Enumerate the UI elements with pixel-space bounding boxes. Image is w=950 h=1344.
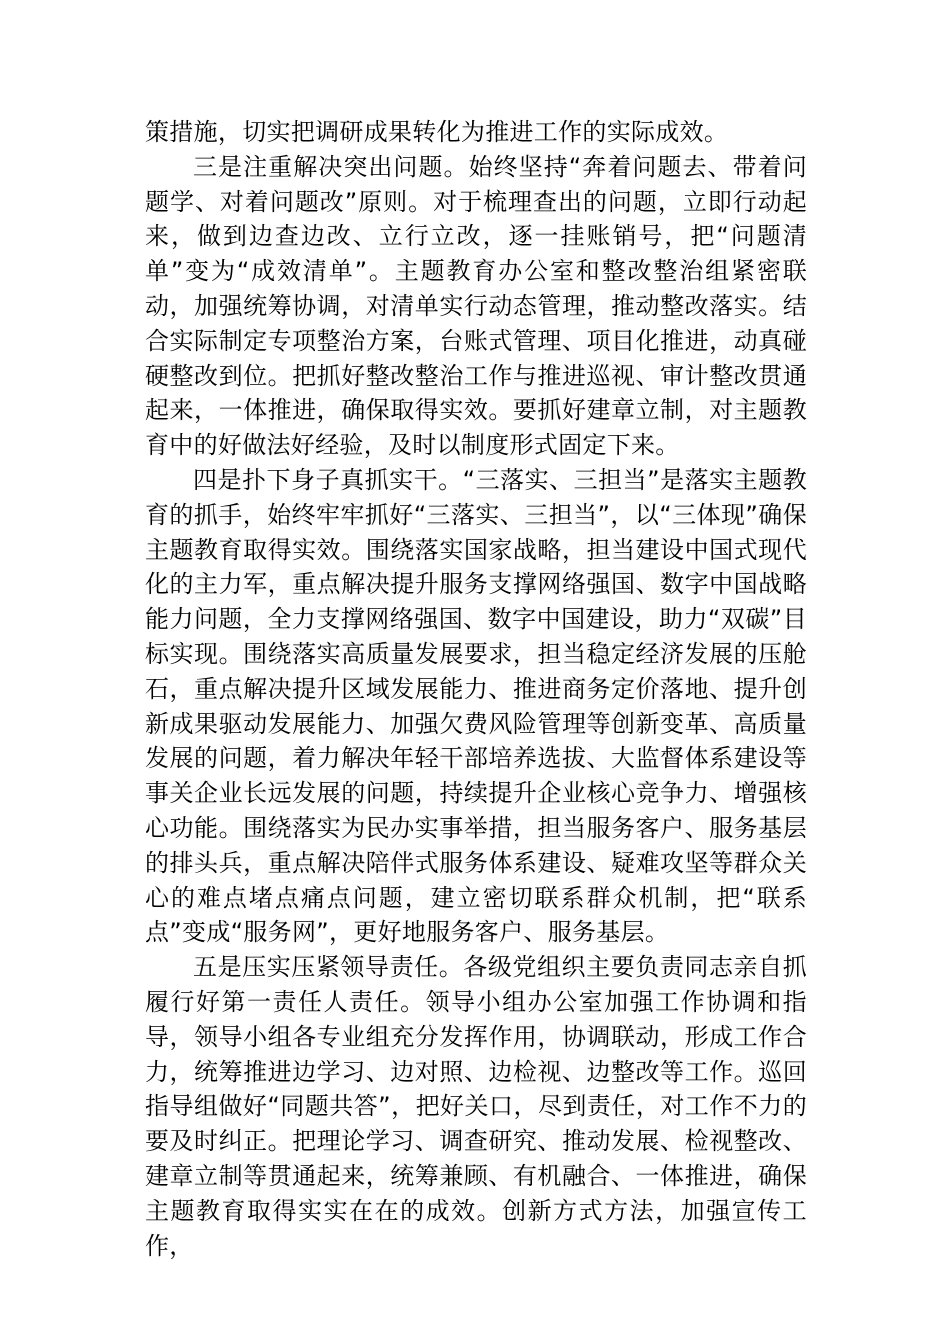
paragraph-point-three: 三是注重解决突出问题。始终坚持“奔着问题去、带着问题学、对着问题改”原则。对于梳理查出的问题，立即行动起来，做到边查边改、立行立改，逐一挂账销号，把“问题清单”变为“成效清单”。主题教育办公室和整改整治组紧密联动，加强统筹协调，对清单实行动态管理，推动整改落实。结合实际制定专项整治方案，台账式管理、项目化推进，动真碰硬整改到位。把抓好整改整治工作与推进巡视、审计整改贯通起来，一体推进，确保取得实效。要抓好建章立制，对主题教育中的好做法好经验，及时以制度形式固定下来。 (145, 152, 807, 460)
paragraph-point-four: 四是扑下身子真抓实干。“三落实、三担当”是落实主题教育的抓手，始终牢牢抓好“三落实、三担当”，以“三体现”确保主题教育取得实效。围绕落实国家战略，担当建设中国式现代化的主力军，重点解决提升服务支撑网络强国、数字中国战略能力问题，全力支撑网络强国、数字中国建设，助力“双碳”目标实现。围绕落实高质量发展要求，担当稳定经济发展的压舱石，重点解决提升区域发展能力、推进商务定价落地、提升创新成果驱动发展能力、加强欠费风险管理等创新变革、高质量发展的问题，着力解决年轻干部培养选拔、大监督体系建设等事关企业长远发展的问题，持续提升企业核心竞争力、增强核心功能。围绕落实为民办实事举措，担当服务客户、服务基层的排头兵，重点解决陪伴式服务体系建设、疑难攻坚等群众关心的难点堵点痛点问题，建立密切联系群众机制，把“联系点”变成“服务网”，更好地服务客户、服务基层。 (145, 465, 807, 947)
document-body (145, 115, 807, 1263)
paragraph-continuation: 策措施，切实把调研成果转化为推进工作的实际成效。 (145, 118, 729, 146)
paragraph-point-five: 五是压实压紧领导责任。各级党组织主要负责同志亲自抓履行好第一责任人责任。领导小组办公室加强工作协调和指导，领导小组各专业组充分发挥作用，协调联动，形成工作合力，统筹推进边学习、边对照、边检视、边整改等工作。巡回指导组做好“同题共答”，把好关口，尽到责任，对工作不力的要及时纠正。把理论学习、调查研究、推动发展、检视整改、建章立制等贯通起来，统筹兼顾、有机融合、一体推进，确保主题教育取得实实在在的成效。创新方式方法，加强宣传工作， (145, 953, 807, 1260)
